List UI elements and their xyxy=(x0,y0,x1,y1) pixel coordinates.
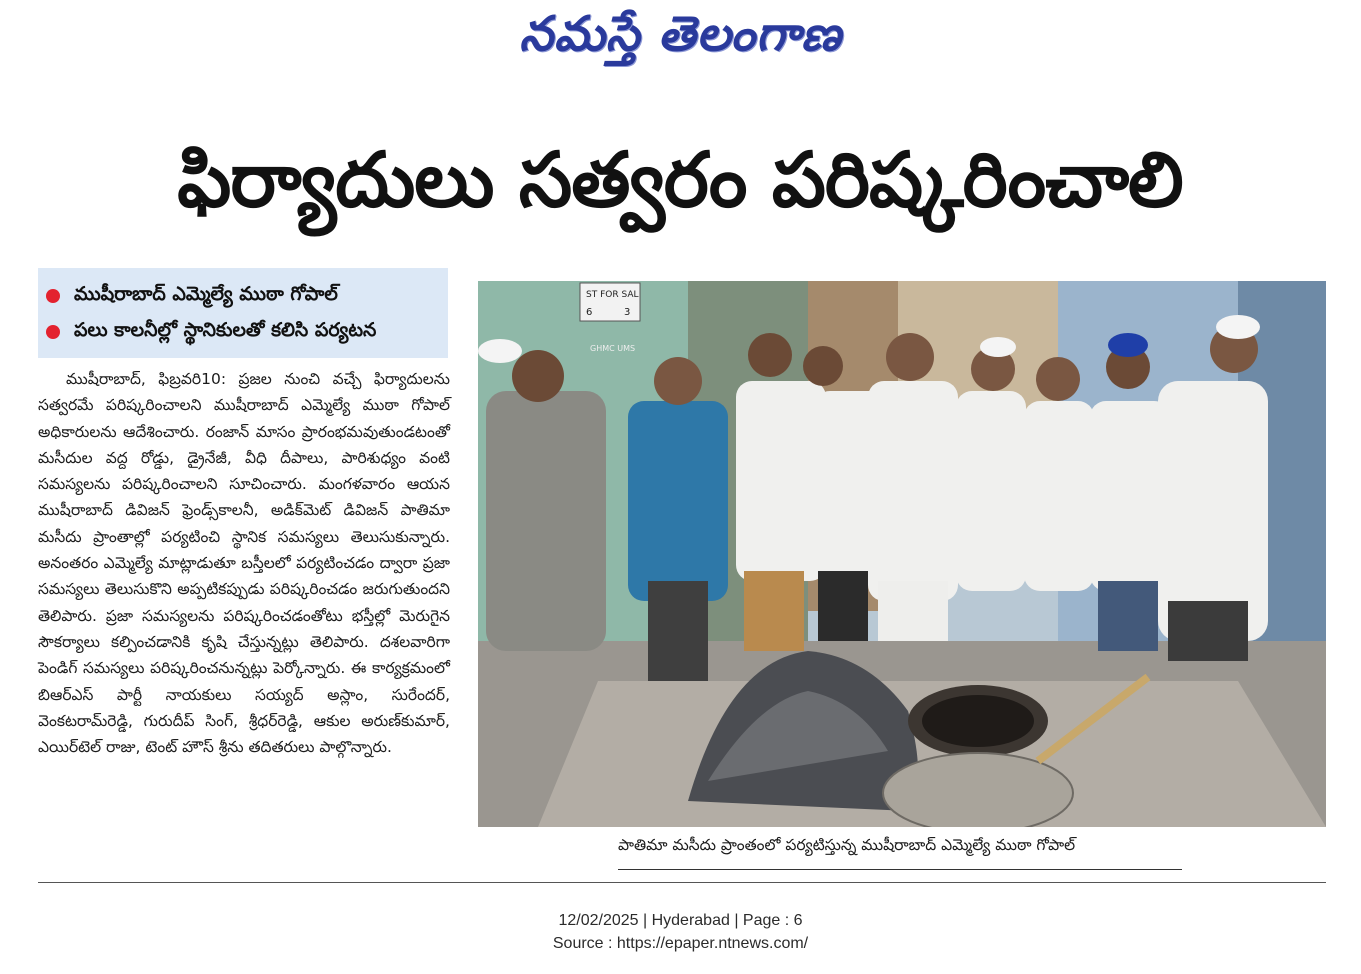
news-photo xyxy=(478,281,1326,827)
bullet-dot-icon xyxy=(46,325,60,339)
photo-sign-text: GHMC UMS xyxy=(590,344,636,353)
article-body-paragraph: ముషీరాబాద్, ఫిబ్రవరి10: ప్రజల నుంచి వచ్చే ఫిర్యాదులను సత్వరమే పరిష్కరించాలని ముషీరాబాద్ ఎమ్మెల్యే ముఠా గోపాల్ అధికారులను ఆదేశించారు. రంజాన్ మాసం ప్రారంభమవుతుండటంతో మసీదుల వద్ద రోడ్డు, డ్రైనేజీ, వీధి దీపాలు, పారిశుధ్యం వంటి సమస్యలను పరిష్కరించాలని సూచించారు. మంగళవారం ఆయన ముషీరాబాద్ డివిజన్ ఫ్రెండ్స్‌కాలనీ, అడిక్‌మెట్ డివిజన్ పాతిమా మసీదు ప్రాంతాల్లో పర్యటించి స్థానిక సమస్యలు తెలుసుకున్నారు. అనంతరం ఎమ్మెల్యే మాట్లాడుతూ బస్తీలలో పర్యటించడం ద్వారా ప్రజా సమస్యలు తెలుసుకొని అప్పటికప్పుడు పరిష్కరించడం జరుగుతుందని తెలిపారు. ప్రజా సమస్యలను పరిష్కరించడంతోటు భస్తీల్లో మెరుగైన సౌకర్యాలు కల్పించడానికి కృషి చేస్తున్నట్లు తెలిపారు. దశలవారిగా పెండిగ్ సమస్యలు పరిష్కరించనున్నట్లు పెర్కోన్నారు. ఈ కార్యక్రమంలో బిఆర్ఎస్ పార్టీ నాయకులు సయ్యద్ అస్లాం, సురేందర్, వెంకటరామ్‌రెడ్డి, గురుదీప్ సింగ్, శ్రీధర్‌రెడ్డి, ఆకుల అరుణ్‌కుమార్, ఎయిర్‌టెల్ రాజు, టెంట్ హౌస్ శ్రీను తదితరులు పాల్గొన్నారు. xyxy=(38,370,450,757)
footer-source-line: Source : https://epaper.ntnews.com/ xyxy=(552,935,809,952)
subheadline-text: ముషీరాబాద్ ఎమ్మెల్యే ముఠా గోపాల్ xyxy=(74,282,338,305)
divider-line xyxy=(38,882,1326,883)
subheadline-text: పలు కాలనీల్లో స్థానికులతో కలిసి పర్యటన xyxy=(74,318,377,341)
subheadline-item xyxy=(46,314,448,350)
masthead xyxy=(0,6,1361,74)
photo-sign-text: 3 xyxy=(624,307,631,318)
article-body xyxy=(38,366,450,760)
masthead-title: నమస్తే తెలంగాణ xyxy=(519,6,842,62)
bullet-dot-icon xyxy=(46,289,60,303)
subheadline-item xyxy=(46,278,448,314)
photo-sign-text: ST FOR SAL xyxy=(586,290,639,300)
subheadline-box xyxy=(38,268,448,358)
photo-sign-text: 6 xyxy=(586,307,593,318)
footer-date-line: 12/02/2025 | Hyderabad | Page : 6 xyxy=(558,912,803,929)
article-headline: ఫిర్యాదులు సత్వరం పరిష్కరించాలి xyxy=(177,135,1183,224)
photo-caption: పాతిమా మసీదు ప్రాంతంలో పర్యటిస్తున్న ముషీరాబాద్ ఎమ్మెల్యే ముఠా గోపాల్ xyxy=(618,834,1182,870)
